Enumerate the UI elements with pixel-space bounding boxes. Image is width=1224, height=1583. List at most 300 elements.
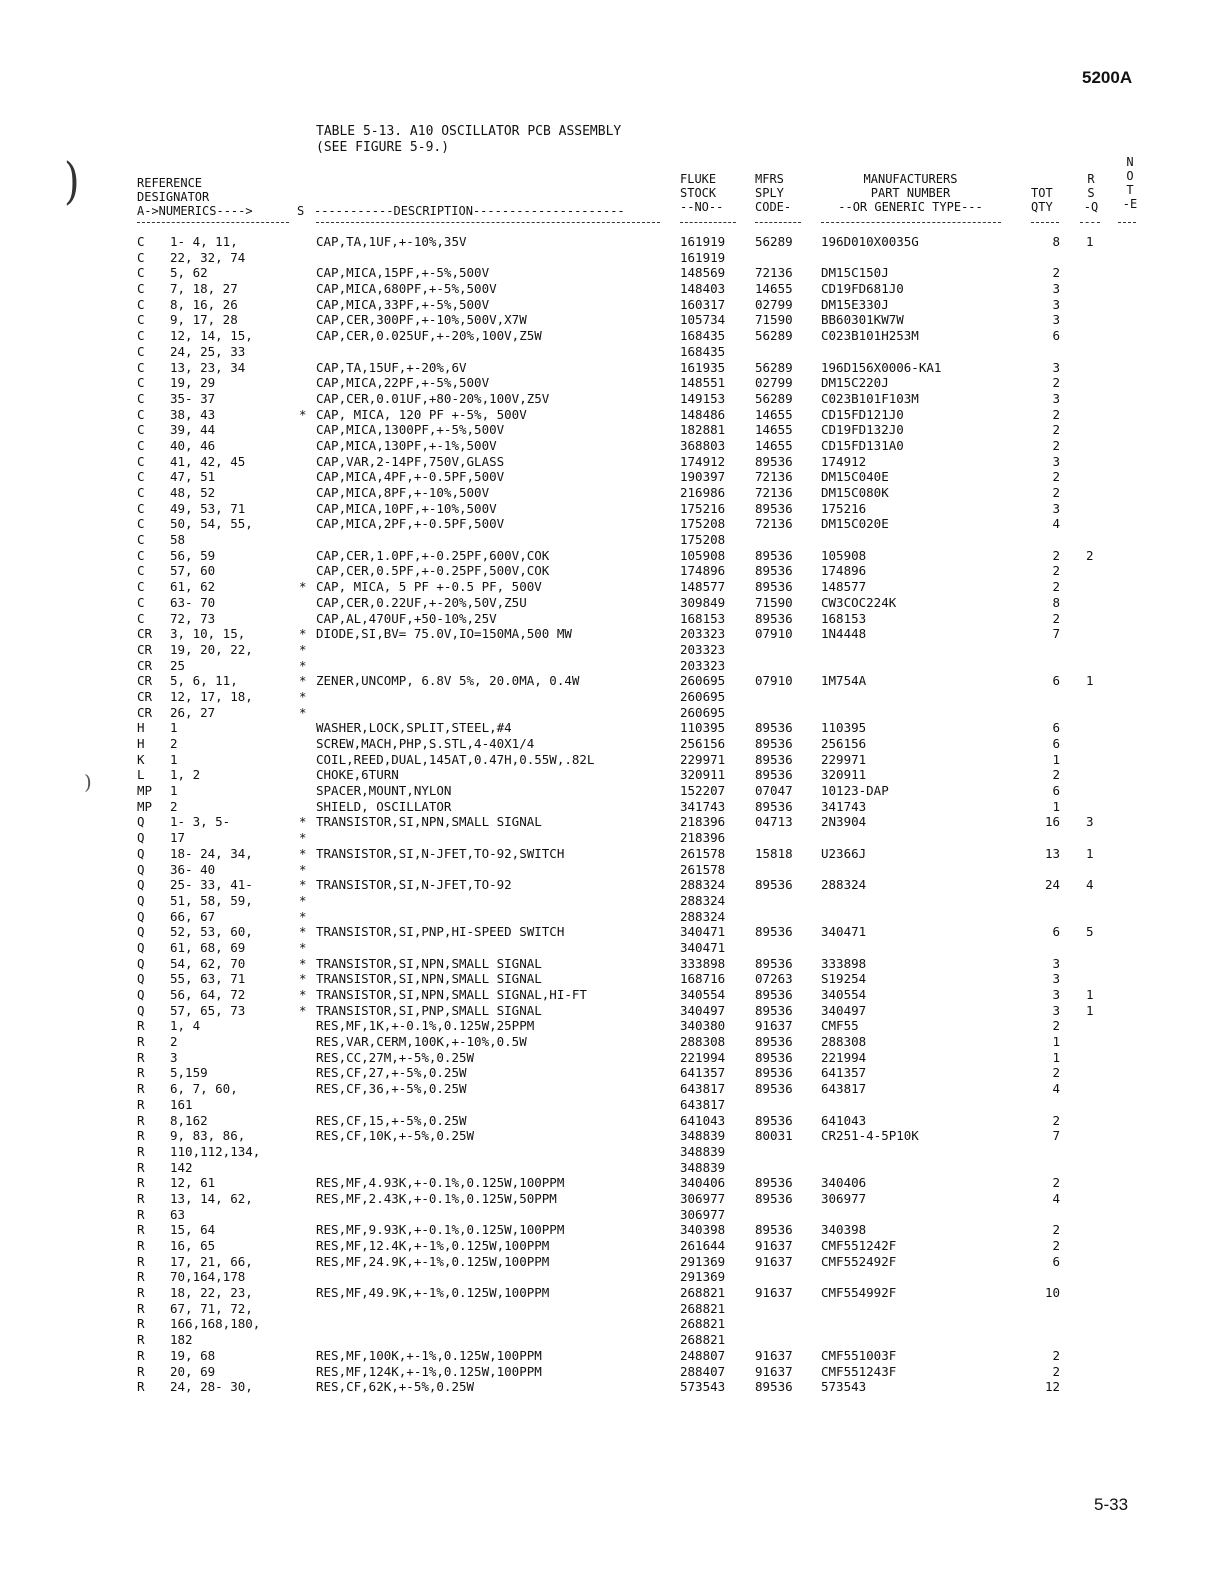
cell-description: CAP,CER,0.5PF,+-0.25PF,500V,COK <box>316 563 550 579</box>
cell-fluke-stock: 110395 <box>680 720 726 736</box>
cell-mfrs-code: 89536 <box>755 1002 793 1018</box>
cell-tot-qty: 2 <box>1052 406 1060 422</box>
cell-ref-prefix: R <box>137 1300 145 1316</box>
cell-part-number: DM15C080K <box>821 485 889 500</box>
cell-tot-qty: 6 <box>1052 328 1060 344</box>
table-row <box>0 799 1224 815</box>
cell-tot-qty: 3 <box>1052 971 1060 987</box>
cell-ref-prefix: Q <box>137 830 145 846</box>
cell-mfrs-code: 07263 <box>755 971 793 987</box>
cell-fluke-stock: 161919 <box>680 249 726 265</box>
cell-part-number: CD15FD121J0 <box>821 406 904 422</box>
cell-description: CAP,CER,0.025UF,+-20%,100V,Z5W <box>316 328 542 344</box>
cell-part-number: 643817 <box>821 1081 867 1097</box>
cell-ref-numerics: 1, 4 <box>170 1018 201 1034</box>
cell-tot-qty: 2 <box>1052 610 1060 626</box>
cell-ref-numerics: 39, 44 <box>170 422 216 438</box>
cell-ref-prefix: R <box>137 1347 145 1363</box>
cell-description: CAP, MICA, 120 PF +-5%, 500V <box>316 406 527 422</box>
cell-ref-numerics: 3, 10, 15, <box>170 626 246 642</box>
cell-description: COIL,REED,DUAL,145AT,0.47H,0.55W,.82L <box>316 751 595 767</box>
cell-description: CAP,MICA,22PF,+-5%,500V <box>316 375 490 391</box>
cell-part-number: CW3COC224K <box>821 594 897 610</box>
header-rule <box>755 222 801 223</box>
cell-ref-prefix: MP <box>137 798 153 814</box>
cell-ref-numerics: 5, 62 <box>170 265 208 281</box>
cell-ref-numerics: 18- 24, 34, <box>170 845 253 861</box>
cell-s-flag: * <box>299 845 307 861</box>
cell-mfrs-code: 02799 <box>755 375 793 391</box>
cell-ref-numerics: 61, 68, 69 <box>170 939 246 955</box>
cell-fluke-stock: 203323 <box>680 641 726 657</box>
cell-part-number: 2N3904 <box>821 814 867 830</box>
cell-mfrs-code: 71590 <box>755 312 793 328</box>
cell-fluke-stock: 218396 <box>680 814 726 830</box>
cell-mfrs-code: 07047 <box>755 783 793 799</box>
cell-description: RES,MF,49.9K,+-1%,0.125W,100PPM <box>316 1285 550 1301</box>
cell-fluke-stock: 174912 <box>680 453 726 469</box>
cell-tot-qty: 13 <box>1044 845 1060 861</box>
cell-tot-qty: 2 <box>1052 1238 1060 1253</box>
cell-part-number: U2366J <box>821 845 867 861</box>
cell-fluke-stock: 288324 <box>680 892 726 908</box>
table-row <box>0 1348 1224 1364</box>
cell-ref-prefix: R <box>137 1018 145 1034</box>
cell-mfrs-code: 91637 <box>755 1363 793 1379</box>
cell-ref-prefix: C <box>137 532 145 548</box>
table-row <box>0 846 1224 862</box>
table-row <box>0 1316 1224 1332</box>
cell-description: RES,CF,27,+-5%,0.25W <box>316 1065 467 1081</box>
cell-ref-numerics: 57, 65, 73 <box>170 1002 246 1018</box>
cell-ref-numerics: 67, 71, 72, <box>170 1300 253 1316</box>
table-row <box>0 720 1224 736</box>
cell-part-number: CMF552492F <box>821 1253 897 1269</box>
table-row <box>0 909 1224 925</box>
cell-ref-numerics: 50, 54, 55, <box>170 516 253 532</box>
cell-tot-qty: 3 <box>1052 453 1060 469</box>
cell-ref-prefix: C <box>137 579 145 595</box>
cell-ref-prefix: C <box>137 375 145 391</box>
cell-ref-numerics: 13, 23, 34 <box>170 359 246 375</box>
cell-part-number: 288324 <box>821 877 867 893</box>
cell-part-number: 1M754A <box>821 673 867 689</box>
cell-fluke-stock: 309849 <box>680 594 726 610</box>
cell-tot-qty: 2 <box>1052 547 1060 563</box>
cell-ref-numerics: 12, 17, 18, <box>170 688 253 704</box>
table-row <box>0 532 1224 548</box>
cell-rsq: 3 <box>1086 814 1094 830</box>
cell-description: SHIELD, OSCILLATOR <box>316 798 452 814</box>
cell-fluke-stock: 288308 <box>680 1034 726 1050</box>
cell-mfrs-code: 89536 <box>755 610 793 626</box>
cell-description: RES,CC,27M,+-5%,0.25W <box>316 1049 475 1065</box>
cell-mfrs-code: 14655 <box>755 422 793 438</box>
table-row <box>0 987 1224 1003</box>
cell-ref-numerics: 2 <box>170 736 178 751</box>
cell-part-number: CMF551242F <box>821 1238 897 1253</box>
cell-ref-prefix: R <box>137 1096 145 1112</box>
cell-s-flag: * <box>299 877 307 893</box>
cell-part-number: C023B101H253M <box>821 328 919 344</box>
cell-s-flag: * <box>299 673 307 689</box>
cell-part-number: CMF551003F <box>821 1347 897 1363</box>
table-row <box>0 642 1224 658</box>
cell-ref-numerics: 16, 65 <box>170 1238 216 1253</box>
table-row <box>0 1332 1224 1348</box>
cell-ref-numerics: 26, 27 <box>170 704 216 720</box>
cell-ref-numerics: 56, 59 <box>170 547 216 563</box>
cell-description: RES,MF,2.43K,+-0.1%,0.125W,50PPM <box>316 1190 557 1206</box>
cell-ref-numerics: 63 <box>170 1206 186 1222</box>
table-row <box>0 438 1224 454</box>
cell-mfrs-code: 04713 <box>755 814 793 830</box>
cell-s-flag: * <box>299 406 307 422</box>
table-row <box>0 501 1224 517</box>
cell-s-flag: * <box>299 704 307 720</box>
cell-description: CAP,MICA,4PF,+-0.5PF,500V <box>316 469 505 485</box>
cell-mfrs-code: 56289 <box>755 328 793 344</box>
cell-part-number: 341743 <box>821 798 867 814</box>
cell-fluke-stock: 248807 <box>680 1347 726 1363</box>
table-row <box>0 611 1224 627</box>
cell-ref-numerics: 1- 3, 5- <box>170 814 231 830</box>
cell-fluke-stock: 168153 <box>680 610 726 626</box>
cell-ref-prefix: C <box>137 610 145 626</box>
header-s: S <box>297 204 305 218</box>
cell-ref-prefix: Q <box>137 955 145 971</box>
cell-mfrs-code: 89536 <box>755 1081 793 1097</box>
cell-mfrs-code: 89536 <box>755 1379 793 1395</box>
cell-part-number: DM15C220J <box>821 375 889 391</box>
table-row <box>0 830 1224 846</box>
cell-ref-prefix: Q <box>137 861 145 877</box>
cell-ref-numerics: 19, 20, 22, <box>170 641 253 657</box>
cell-part-number: 306977 <box>821 1190 867 1206</box>
header-rule <box>821 222 1001 223</box>
cell-fluke-stock: 268821 <box>680 1285 726 1301</box>
cell-fluke-stock: 260695 <box>680 673 726 689</box>
cell-s-flag: * <box>299 688 307 704</box>
table-row <box>0 407 1224 423</box>
table-row <box>0 1285 1224 1301</box>
cell-tot-qty: 6 <box>1052 1253 1060 1269</box>
cell-tot-qty: 2 <box>1052 1175 1060 1191</box>
cell-fluke-stock: 203323 <box>680 626 726 642</box>
cell-fluke-stock: 175216 <box>680 500 726 516</box>
cell-tot-qty: 1 <box>1052 798 1060 814</box>
cell-part-number: 320911 <box>821 767 867 783</box>
cell-mfrs-code: 72136 <box>755 469 793 485</box>
cell-ref-prefix: C <box>137 516 145 532</box>
cell-mfrs-code: 56289 <box>755 390 793 406</box>
cell-s-flag: * <box>299 641 307 657</box>
cell-ref-numerics: 57, 60 <box>170 563 216 579</box>
cell-fluke-stock: 161919 <box>680 234 726 249</box>
cell-mfrs-code: 89536 <box>755 563 793 579</box>
table-row <box>0 924 1224 940</box>
cell-mfrs-code: 14655 <box>755 437 793 453</box>
cell-mfrs-code: 02799 <box>755 296 793 312</box>
cell-fluke-stock: 168435 <box>680 328 726 344</box>
cell-part-number: CMF554992F <box>821 1285 897 1301</box>
cell-ref-prefix: Q <box>137 877 145 893</box>
table-title <box>316 124 621 156</box>
cell-part-number: 340471 <box>821 924 867 940</box>
cell-description: TRANSISTOR,SI,PNP,SMALL SIGNAL <box>316 1002 542 1018</box>
cell-description: RES,MF,1K,+-0.1%,0.125W,25PPM <box>316 1018 535 1034</box>
cell-s-flag: * <box>299 892 307 908</box>
cell-ref-numerics: 5, 6, 11, <box>170 673 238 689</box>
cell-ref-prefix: L <box>137 767 145 783</box>
cell-mfrs-code: 91637 <box>755 1018 793 1034</box>
cell-part-number: CMF551243F <box>821 1363 897 1379</box>
cell-ref-prefix: C <box>137 249 145 265</box>
cell-mfrs-code: 89536 <box>755 1190 793 1206</box>
cell-fluke-stock: 340497 <box>680 1002 726 1018</box>
table-row <box>0 940 1224 956</box>
cell-ref-numerics: 48, 52 <box>170 485 216 500</box>
cell-ref-numerics: 47, 51 <box>170 469 216 485</box>
table-row <box>0 265 1224 281</box>
table-row <box>0 579 1224 595</box>
cell-tot-qty: 2 <box>1052 767 1060 783</box>
cell-fluke-stock: 340380 <box>680 1018 726 1034</box>
cell-description: CAP,AL,470UF,+50-10%,25V <box>316 610 497 626</box>
cell-fluke-stock: 643817 <box>680 1096 726 1112</box>
cell-fluke-stock: 174896 <box>680 563 726 579</box>
cell-mfrs-code: 72136 <box>755 516 793 532</box>
header-rule <box>680 222 736 223</box>
cell-part-number: DM15C040E <box>821 469 889 485</box>
cell-fluke-stock: 168435 <box>680 343 726 359</box>
cell-ref-prefix: C <box>137 422 145 438</box>
header-manufacturer-part: MANUFACTURERS PART NUMBER --OR GENERIC TYPE--- <box>838 172 983 214</box>
model-number: 5200A <box>1082 68 1133 87</box>
cell-tot-qty: 7 <box>1052 1128 1060 1144</box>
cell-ref-prefix: K <box>137 751 145 767</box>
header-rule <box>316 222 660 223</box>
cell-description: CAP,MICA,130PF,+-1%,500V <box>316 437 497 453</box>
cell-rsq: 4 <box>1086 877 1094 893</box>
cell-mfrs-code: 15818 <box>755 845 793 861</box>
cell-fluke-stock: 291369 <box>680 1269 726 1285</box>
cell-ref-prefix: C <box>137 485 145 500</box>
cell-description: CAP,CER,0.01UF,+80-20%,100V,Z5V <box>316 390 550 406</box>
cell-ref-numerics: 142 <box>170 1159 193 1175</box>
cell-tot-qty: 3 <box>1052 500 1060 516</box>
cell-part-number: 340554 <box>821 987 867 1002</box>
cell-rsq: 2 <box>1086 547 1094 563</box>
cell-ref-prefix: R <box>137 1285 145 1301</box>
table-row <box>0 297 1224 313</box>
table-row <box>0 312 1224 328</box>
cell-mfrs-code: 89536 <box>755 720 793 736</box>
cell-ref-numerics: 25- 33, 41- <box>170 877 253 893</box>
cell-ref-prefix: CR <box>137 657 153 673</box>
table-row <box>0 1050 1224 1066</box>
cell-ref-prefix: R <box>137 1034 145 1050</box>
cell-ref-prefix: R <box>137 1253 145 1269</box>
table-row <box>0 469 1224 485</box>
cell-mfrs-code: 89536 <box>755 500 793 516</box>
cell-description: WASHER,LOCK,SPLIT,STEEL,#4 <box>316 720 512 736</box>
cell-part-number: C023B101F103M <box>821 390 919 406</box>
cell-fluke-stock: 148403 <box>680 281 726 297</box>
cell-mfrs-code: 72136 <box>755 485 793 500</box>
table-row <box>0 1081 1224 1097</box>
cell-fluke-stock: 333898 <box>680 955 726 971</box>
cell-mfrs-code: 71590 <box>755 594 793 610</box>
cell-ref-numerics: 15, 64 <box>170 1222 216 1238</box>
table-row <box>0 563 1224 579</box>
cell-s-flag: * <box>299 987 307 1002</box>
cell-fluke-stock: 152207 <box>680 783 726 799</box>
cell-fluke-stock: 160317 <box>680 296 726 312</box>
table-row <box>0 344 1224 360</box>
cell-part-number: 573543 <box>821 1379 867 1395</box>
cell-mfrs-code: 89536 <box>755 924 793 940</box>
cell-fluke-stock: 105734 <box>680 312 726 328</box>
cell-ref-prefix: Q <box>137 924 145 940</box>
table-row <box>0 1034 1224 1050</box>
cell-fluke-stock: 641357 <box>680 1065 726 1081</box>
cell-fluke-stock: 306977 <box>680 1190 726 1206</box>
cell-fluke-stock: 105908 <box>680 547 726 563</box>
cell-ref-prefix: Q <box>137 939 145 955</box>
cell-ref-prefix: C <box>137 390 145 406</box>
cell-ref-prefix: R <box>137 1175 145 1191</box>
cell-ref-numerics: 7, 18, 27 <box>170 281 238 297</box>
table-row <box>0 391 1224 407</box>
cell-rsq: 5 <box>1086 924 1094 940</box>
cell-fluke-stock: 148577 <box>680 579 726 595</box>
cell-s-flag: * <box>299 814 307 830</box>
cell-tot-qty: 3 <box>1052 987 1060 1002</box>
table-row <box>0 328 1224 344</box>
cell-ref-numerics: 2 <box>170 1034 178 1050</box>
table-row <box>0 1144 1224 1160</box>
cell-ref-numerics: 1, 2 <box>170 767 201 783</box>
cell-fluke-stock: 261644 <box>680 1238 726 1253</box>
table-row <box>0 971 1224 987</box>
cell-description: RES,MF,24.9K,+-1%,0.125W,100PPM <box>316 1253 550 1269</box>
cell-tot-qty: 2 <box>1052 265 1060 281</box>
table-row <box>0 360 1224 376</box>
cell-ref-numerics: 38, 43 <box>170 406 216 422</box>
table-row <box>0 1175 1224 1191</box>
cell-part-number: 333898 <box>821 955 867 971</box>
cell-fluke-stock: 340471 <box>680 924 726 940</box>
cell-part-number: 340406 <box>821 1175 867 1191</box>
cell-s-flag: * <box>299 626 307 642</box>
table-row <box>0 1065 1224 1081</box>
cell-part-number: DM15C150J <box>821 265 889 281</box>
cell-ref-prefix: C <box>137 312 145 328</box>
table-row <box>0 673 1224 689</box>
cell-description: CAP,MICA,2PF,+-0.5PF,500V <box>316 516 505 532</box>
cell-mfrs-code: 89536 <box>755 798 793 814</box>
cell-fluke-stock: 288324 <box>680 908 726 924</box>
cell-ref-prefix: MP <box>137 783 153 799</box>
cell-ref-prefix: R <box>137 1128 145 1144</box>
cell-tot-qty: 3 <box>1052 296 1060 312</box>
page-number: 5-33 <box>1094 1495 1129 1514</box>
cell-tot-qty: 2 <box>1052 375 1060 391</box>
cell-ref-numerics: 72, 73 <box>170 610 216 626</box>
cell-ref-numerics: 51, 58, 59, <box>170 892 253 908</box>
table-row <box>0 626 1224 642</box>
cell-fluke-stock: 261578 <box>680 861 726 877</box>
cell-part-number: 110395 <box>821 720 867 736</box>
cell-fluke-stock: 291369 <box>680 1253 726 1269</box>
table-row <box>0 956 1224 972</box>
cell-ref-numerics: 55, 63, 71 <box>170 971 246 987</box>
cell-description: TRANSISTOR,SI,NPN,SMALL SIGNAL <box>316 955 542 971</box>
cell-ref-prefix: Q <box>137 814 145 830</box>
cell-ref-numerics: 41, 42, 45 <box>170 453 246 469</box>
cell-part-number: 641043 <box>821 1112 867 1128</box>
cell-ref-prefix: CR <box>137 626 153 642</box>
cell-fluke-stock: 288407 <box>680 1363 726 1379</box>
cell-fluke-stock: 641043 <box>680 1112 726 1128</box>
table-title-main: TABLE 5-13. A10 OSCILLATOR PCB ASSEMBLY <box>316 124 622 139</box>
cell-tot-qty: 3 <box>1052 390 1060 406</box>
table-row <box>0 548 1224 564</box>
table-row <box>0 422 1224 438</box>
cell-mfrs-code: 89536 <box>755 987 793 1002</box>
cell-fluke-stock: 340406 <box>680 1175 726 1191</box>
cell-ref-numerics: 54, 62, 70 <box>170 955 246 971</box>
cell-tot-qty: 6 <box>1052 924 1060 940</box>
cell-ref-numerics: 49, 53, 71 <box>170 500 246 516</box>
cell-tot-qty: 2 <box>1052 1018 1060 1034</box>
header-rsq: R S -Q <box>1083 172 1099 214</box>
cell-description: ZENER,UNCOMP, 6.8V 5%, 20.0MA, 0.4W <box>316 673 580 689</box>
cell-mfrs-code: 89536 <box>755 1034 793 1050</box>
cell-mfrs-code: 89536 <box>755 1112 793 1128</box>
table-row <box>0 281 1224 297</box>
cell-part-number: 1N4448 <box>821 626 867 642</box>
cell-ref-prefix: C <box>137 437 145 453</box>
cell-description: CAP,TA,15UF,+-20%,6V <box>316 359 467 375</box>
cell-description: RES,MF,100K,+-1%,0.125W,100PPM <box>316 1347 542 1363</box>
cell-ref-numerics: 8,162 <box>170 1112 208 1128</box>
cell-ref-numerics: 17, 21, 66, <box>170 1253 253 1269</box>
cell-rsq: 1 <box>1086 234 1094 249</box>
cell-fluke-stock: 261578 <box>680 845 726 861</box>
cell-tot-qty: 2 <box>1052 469 1060 485</box>
cell-s-flag: * <box>299 971 307 987</box>
cell-ref-numerics: 12, 61 <box>170 1175 216 1191</box>
cell-tot-qty: 12 <box>1044 1379 1060 1395</box>
cell-mfrs-code: 56289 <box>755 359 793 375</box>
cell-fluke-stock: 182881 <box>680 422 726 438</box>
cell-ref-numerics: 6, 7, 60, <box>170 1081 238 1097</box>
cell-part-number: 340497 <box>821 1002 867 1018</box>
cell-rsq: 1 <box>1086 845 1094 861</box>
cell-part-number: CD19FD132J0 <box>821 422 904 438</box>
table-row <box>0 1018 1224 1034</box>
cell-description: CHOKE,6TURN <box>316 767 399 783</box>
cell-ref-numerics: 19, 68 <box>170 1347 216 1363</box>
cell-fluke-stock: 320911 <box>680 767 726 783</box>
table-row <box>0 1254 1224 1270</box>
cell-tot-qty: 10 <box>1044 1285 1060 1301</box>
cell-tot-qty: 6 <box>1052 736 1060 751</box>
cell-ref-numerics: 1 <box>170 783 178 799</box>
header-reference-designator: REFERENCE DESIGNATOR A->NUMERICS----> <box>137 176 253 218</box>
